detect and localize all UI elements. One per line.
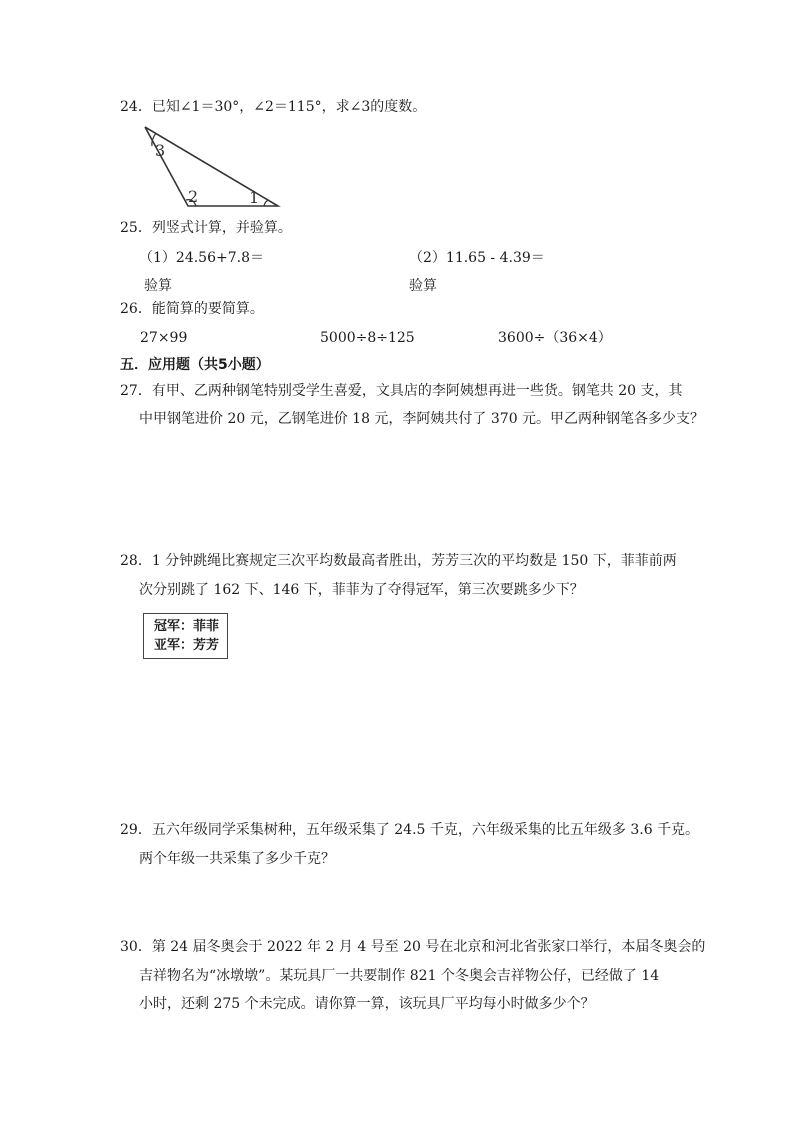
q25-check-2: 验算 [409, 278, 437, 294]
q26-stem: 26．能简算的要简算。 [120, 301, 264, 317]
q28-line-2: 次分别跳了 162 下、146 下，菲菲为了夺得冠军，第三次要跳多少下？ [139, 582, 584, 598]
q30-line-3: 小时，还剩 275 个未完成。请你算一算，该玩具厂平均每小时做多少个？ [139, 996, 595, 1012]
section-heading: 五．应用题（共5小题） [120, 357, 270, 373]
q27-line-1: 27．有甲、乙两种钢笔特别受学生喜爱，文具店的李阿姨想再进一些货。钢笔共 20 支，其 [120, 383, 683, 399]
q25-item-2: （2）11.65 - 4.39＝ [409, 250, 545, 266]
q30-line-1: 30．第 24 届冬奥会于 2022 年 2 月 4 号至 20 号在北京和河北省张家口举行，本届冬奥会的 [120, 939, 706, 955]
q28-line-1: 28．1 分钟跳绳比赛规定三次平均数最高者胜出，芳芳三次的平均数是 150 下，菲菲前两 [120, 553, 677, 569]
q26-item-1: 27×99 [140, 330, 188, 346]
q30-line-2: 吉祥物名为“冰墩墩”。某玩具厂一共要制作 821 个冬奥会吉祥物公仔，已经做了 14 [139, 968, 660, 984]
q27-line-2: 中甲钢笔进价 20 元，乙钢笔进价 18 元，李阿姨共付了 370 元。甲乙两种钢笔各多少支？ [139, 411, 705, 427]
angle-2-label: 2 [188, 187, 199, 206]
q24-stem: 24．已知∠1＝30°，∠2＝115°，求∠3的度数。 [120, 99, 427, 115]
q24-triangle-figure [142, 124, 287, 210]
q26-item-2: 5000÷8÷125 [320, 330, 415, 346]
q29-line-1: 29．五六年级同学采集树种，五年级采集了 24.5 千克，六年级采集的比五年级多 3.6 千克。 [120, 822, 700, 838]
q26-item-3: 3600÷（36×4） [498, 330, 612, 346]
champion-label: 冠军：菲菲 [154, 619, 220, 634]
q29-line-2: 两个年级一共采集了多少千克？ [139, 851, 335, 867]
angle-1-label: 1 [249, 188, 260, 207]
q25-check-1: 验算 [144, 278, 172, 294]
runner-up-label: 亚军：芳芳 [154, 638, 220, 653]
q25-stem: 25．列竖式计算，并验算。 [120, 220, 292, 236]
q25-item-1: （1）24.56+7.8＝ [139, 250, 264, 266]
angle-3-label: 3 [155, 141, 166, 160]
q28-result-box [143, 613, 228, 659]
